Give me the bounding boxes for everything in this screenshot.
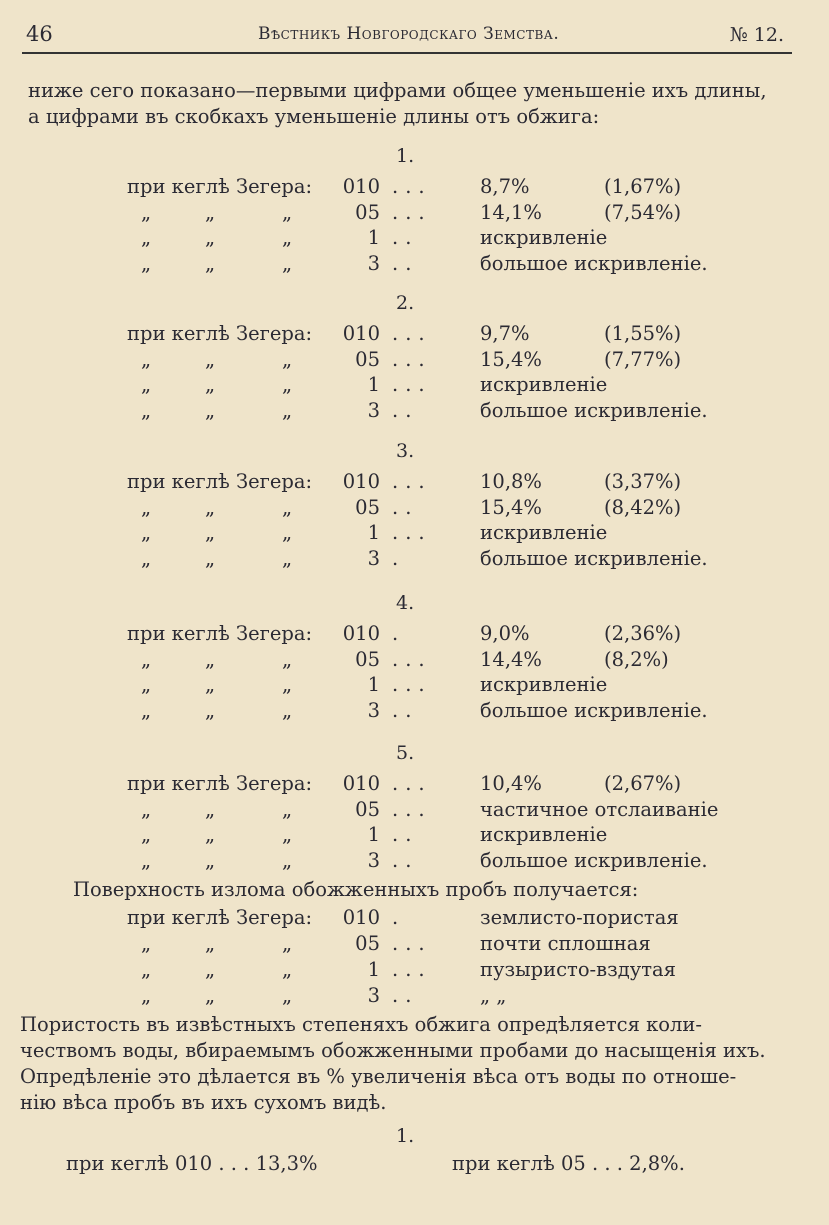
cone-code: 05 bbox=[355, 932, 380, 955]
journal-title: Вѣстникъ Новгородскаго Земства. bbox=[258, 24, 560, 44]
shrinkage-value: 8,7% bbox=[480, 175, 530, 198]
ditto-mark: „ bbox=[205, 797, 216, 821]
shrinkage-value: 10,4% bbox=[480, 772, 542, 795]
cone-code: 010 bbox=[342, 772, 380, 795]
shrinkage-value: искривленіе bbox=[480, 673, 608, 696]
cone-code: 1 bbox=[367, 521, 380, 544]
row-prefix: при кеглѣ Зегера: bbox=[127, 906, 313, 929]
leader-dots: .. bbox=[392, 226, 419, 249]
ditto-mark: „ bbox=[282, 226, 293, 249]
leader-dots: ... bbox=[392, 932, 432, 955]
cone-code: 3 bbox=[367, 848, 380, 872]
ditto-mark: „ bbox=[141, 673, 152, 696]
ditto-mark: „ bbox=[205, 226, 216, 249]
porosity-paragraph bbox=[20, 1012, 790, 1116]
cone-code: 05 bbox=[355, 347, 380, 371]
shrinkage-value: искривленіе bbox=[480, 373, 608, 396]
section-number: 2. bbox=[396, 292, 415, 314]
shrinkage-value: искривленіе bbox=[480, 823, 608, 846]
ditto-mark: „ bbox=[205, 521, 216, 544]
ditto-mark: „ bbox=[141, 932, 152, 955]
leader-dots: . bbox=[392, 906, 406, 929]
leader-dots: ... bbox=[392, 322, 432, 345]
measurement-row bbox=[0, 521, 829, 546]
surface-title: Поверхность излома обожженныхъ пробъ получается: bbox=[73, 878, 639, 901]
surface-description: почти сплошная bbox=[480, 932, 651, 955]
cone-code: 1 bbox=[367, 958, 380, 981]
ditto-mark: „ bbox=[282, 797, 293, 821]
paragraph-line: Опредѣленіе это дѣлается въ % увеличенія вѣса отъ воды по отноше- bbox=[20, 1065, 737, 1088]
leader-dots: . bbox=[392, 546, 406, 570]
tail-right: при кеглѣ 05 . . . 2,8%. bbox=[452, 1152, 685, 1175]
measurement-row bbox=[0, 798, 829, 823]
surface-row bbox=[0, 958, 829, 983]
ditto-mark: „ bbox=[282, 698, 293, 722]
shrinkage-value: большое искривленіе. bbox=[480, 398, 708, 422]
leader-dots: ... bbox=[392, 647, 432, 671]
leader-dots: ... bbox=[392, 373, 432, 396]
ditto-mark: „ bbox=[205, 823, 216, 846]
surface-description: землисто-пористая bbox=[480, 906, 679, 929]
row-prefix: при кеглѣ Зегера: bbox=[127, 322, 313, 345]
firing-shrinkage: (2,36%) bbox=[604, 622, 682, 645]
ditto-mark: „ bbox=[205, 373, 216, 396]
measurement-row bbox=[0, 496, 829, 521]
firing-shrinkage: (8,42%) bbox=[604, 495, 682, 519]
leader-dots: ... bbox=[392, 521, 432, 544]
measurement-row bbox=[0, 849, 829, 874]
intro-line: а цифрами въ скобкахъ уменьшеніе длины отъ обжига: bbox=[28, 105, 600, 128]
cone-code: 3 bbox=[367, 698, 380, 722]
ditto-mark: „ bbox=[141, 848, 152, 872]
measurement-row bbox=[0, 399, 829, 424]
shrinkage-value: искривленіе bbox=[480, 521, 608, 544]
ditto-mark: „ bbox=[141, 823, 152, 846]
measurement-row bbox=[0, 322, 829, 347]
row-prefix: при кеглѣ Зегера: bbox=[127, 175, 313, 198]
ditto-mark: „ bbox=[141, 251, 152, 275]
cone-code: 1 bbox=[367, 673, 380, 696]
ditto-mark: „ bbox=[282, 958, 293, 981]
ditto-mark: „ bbox=[282, 673, 293, 696]
leader-dots: . bbox=[392, 622, 406, 645]
measurement-row bbox=[0, 823, 829, 848]
section-number: 4. bbox=[396, 592, 415, 614]
ditto-mark: „ bbox=[282, 823, 293, 846]
measurement-row bbox=[0, 201, 829, 226]
ditto-mark: „ bbox=[141, 797, 152, 821]
leader-dots: ... bbox=[392, 797, 432, 821]
shrinkage-value: 9,7% bbox=[480, 322, 530, 345]
leader-dots: ... bbox=[392, 470, 432, 493]
ditto-mark: „ bbox=[282, 521, 293, 544]
leader-dots: .. bbox=[392, 984, 419, 1007]
cone-code: 05 bbox=[355, 200, 380, 224]
cone-code: 010 bbox=[342, 175, 380, 198]
firing-shrinkage: (2,67%) bbox=[604, 772, 682, 795]
ditto-mark: „ bbox=[141, 226, 152, 249]
shrinkage-value: большое искривленіе. bbox=[480, 848, 708, 872]
firing-shrinkage: (1,67%) bbox=[604, 175, 682, 198]
ditto-mark: „ bbox=[205, 932, 216, 955]
firing-shrinkage: (7,77%) bbox=[604, 347, 682, 371]
ditto-mark: „ bbox=[141, 698, 152, 722]
ditto-mark: „ bbox=[141, 495, 152, 519]
shrinkage-value: 14,1% bbox=[480, 200, 542, 224]
ditto-mark: „ bbox=[205, 673, 216, 696]
firing-shrinkage: (7,54%) bbox=[604, 200, 682, 224]
ditto-mark: „ bbox=[205, 848, 216, 872]
ditto-mark: „ bbox=[141, 347, 152, 371]
ditto-mark: „ bbox=[141, 398, 152, 422]
leader-dots: ... bbox=[392, 958, 432, 981]
tail-left: при кеглѣ 010 . . . 13,3% bbox=[66, 1152, 318, 1175]
measurement-row bbox=[0, 673, 829, 698]
ditto-mark: „ bbox=[205, 495, 216, 519]
leader-dots: .. bbox=[392, 823, 419, 846]
ditto-mark: „ bbox=[282, 932, 293, 955]
measurement-row bbox=[0, 772, 829, 797]
cone-code: 1 bbox=[367, 373, 380, 396]
ditto-mark: „ bbox=[282, 647, 293, 671]
measurement-row bbox=[0, 373, 829, 398]
ditto-mark: „ bbox=[141, 373, 152, 396]
shrinkage-value: 15,4% bbox=[480, 347, 542, 371]
leader-dots: ... bbox=[392, 673, 432, 696]
measurement-row bbox=[0, 622, 829, 647]
ditto-mark: „ bbox=[141, 958, 152, 981]
tail-section-number: 1. bbox=[396, 1125, 415, 1147]
shrinkage-value: большое искривленіе. bbox=[480, 546, 708, 570]
surface-description: „ „ bbox=[480, 984, 507, 1007]
ditto-mark: „ bbox=[205, 647, 216, 671]
cone-code: 3 bbox=[367, 546, 380, 570]
cone-code: 05 bbox=[355, 647, 380, 671]
section-number: 1. bbox=[396, 145, 415, 167]
surface-description: пузыристо-вздутая bbox=[480, 958, 676, 981]
shrinkage-value: 14,4% bbox=[480, 647, 542, 671]
firing-shrinkage: (1,55%) bbox=[604, 322, 682, 345]
ditto-mark: „ bbox=[141, 984, 152, 1007]
cone-code: 010 bbox=[342, 622, 380, 645]
measurement-row bbox=[0, 175, 829, 200]
paragraph-line: нію вѣса пробъ въ ихъ сухомъ видѣ. bbox=[20, 1091, 387, 1114]
ditto-mark: „ bbox=[205, 347, 216, 371]
cone-code: 010 bbox=[342, 322, 380, 345]
leader-dots: .. bbox=[392, 698, 419, 722]
ditto-mark: „ bbox=[205, 984, 216, 1007]
measurement-row bbox=[0, 226, 829, 251]
cone-code: 05 bbox=[355, 797, 380, 821]
shrinkage-value: 10,8% bbox=[480, 470, 542, 493]
ditto-mark: „ bbox=[282, 398, 293, 422]
leader-dots: ... bbox=[392, 347, 432, 371]
cone-code: 010 bbox=[342, 470, 380, 493]
shrinkage-value: 15,4% bbox=[480, 495, 542, 519]
measurement-row bbox=[0, 547, 829, 572]
shrinkage-value: большое искривленіе. bbox=[480, 698, 708, 722]
ditto-mark: „ bbox=[141, 546, 152, 570]
leader-dots: ... bbox=[392, 175, 432, 198]
page-header bbox=[22, 20, 792, 54]
ditto-mark: „ bbox=[205, 251, 216, 275]
measurement-row bbox=[0, 648, 829, 673]
ditto-mark: „ bbox=[282, 251, 293, 275]
measurement-row bbox=[0, 348, 829, 373]
leader-dots: .. bbox=[392, 495, 419, 519]
leader-dots: .. bbox=[392, 251, 419, 275]
cone-code: 3 bbox=[367, 398, 380, 422]
measurement-row bbox=[0, 252, 829, 277]
row-prefix: при кеглѣ Зегера: bbox=[127, 470, 313, 493]
shrinkage-value: частичное отслаиваніе bbox=[480, 797, 719, 821]
leader-dots: ... bbox=[392, 200, 432, 224]
leader-dots: .. bbox=[392, 398, 419, 422]
cone-code: 1 bbox=[367, 823, 380, 846]
ditto-mark: „ bbox=[141, 647, 152, 671]
surface-row bbox=[0, 932, 829, 957]
section-number: 3. bbox=[396, 440, 415, 462]
cone-code: 1 bbox=[367, 226, 380, 249]
ditto-mark: „ bbox=[282, 373, 293, 396]
ditto-mark: „ bbox=[205, 200, 216, 224]
section-number: 5. bbox=[396, 742, 415, 764]
ditto-mark: „ bbox=[282, 546, 293, 570]
shrinkage-value: большое искривленіе. bbox=[480, 251, 708, 275]
cone-code: 3 bbox=[367, 251, 380, 275]
ditto-mark: „ bbox=[141, 200, 152, 224]
intro-text bbox=[28, 78, 798, 130]
cone-code: 05 bbox=[355, 495, 380, 519]
ditto-mark: „ bbox=[205, 958, 216, 981]
leader-dots: .. bbox=[392, 848, 419, 872]
cone-code: 010 bbox=[342, 906, 380, 929]
ditto-mark: „ bbox=[141, 521, 152, 544]
firing-shrinkage: (8,2%) bbox=[604, 647, 669, 671]
row-prefix: при кеглѣ Зегера: bbox=[127, 772, 313, 795]
row-prefix: при кеглѣ Зегера: bbox=[127, 622, 313, 645]
cone-code: 3 bbox=[367, 984, 380, 1007]
paragraph-line: Пористость въ извѣстныхъ степеняхъ обжига опредѣляется коли- bbox=[20, 1013, 702, 1036]
measurement-row bbox=[0, 699, 829, 724]
shrinkage-value: 9,0% bbox=[480, 622, 530, 645]
ditto-mark: „ bbox=[282, 200, 293, 224]
paragraph-line: чествомъ воды, вбираемымъ обожженными пробами до насыщенія ихъ. bbox=[20, 1039, 766, 1062]
shrinkage-value: искривленіе bbox=[480, 226, 608, 249]
issue-number: № 12. bbox=[729, 24, 784, 46]
surface-row bbox=[0, 906, 829, 931]
ditto-mark: „ bbox=[282, 495, 293, 519]
measurement-row bbox=[0, 470, 829, 495]
ditto-mark: „ bbox=[282, 848, 293, 872]
ditto-mark: „ bbox=[205, 698, 216, 722]
surface-row bbox=[0, 984, 829, 1009]
page-number: 46 bbox=[26, 22, 53, 46]
ditto-mark: „ bbox=[282, 984, 293, 1007]
intro-line: ниже сего показано—первыми цифрами общее уменьшеніе ихъ длины, bbox=[28, 79, 767, 102]
ditto-mark: „ bbox=[205, 398, 216, 422]
ditto-mark: „ bbox=[205, 546, 216, 570]
leader-dots: ... bbox=[392, 772, 432, 795]
ditto-mark: „ bbox=[282, 347, 293, 371]
firing-shrinkage: (3,37%) bbox=[604, 470, 682, 493]
